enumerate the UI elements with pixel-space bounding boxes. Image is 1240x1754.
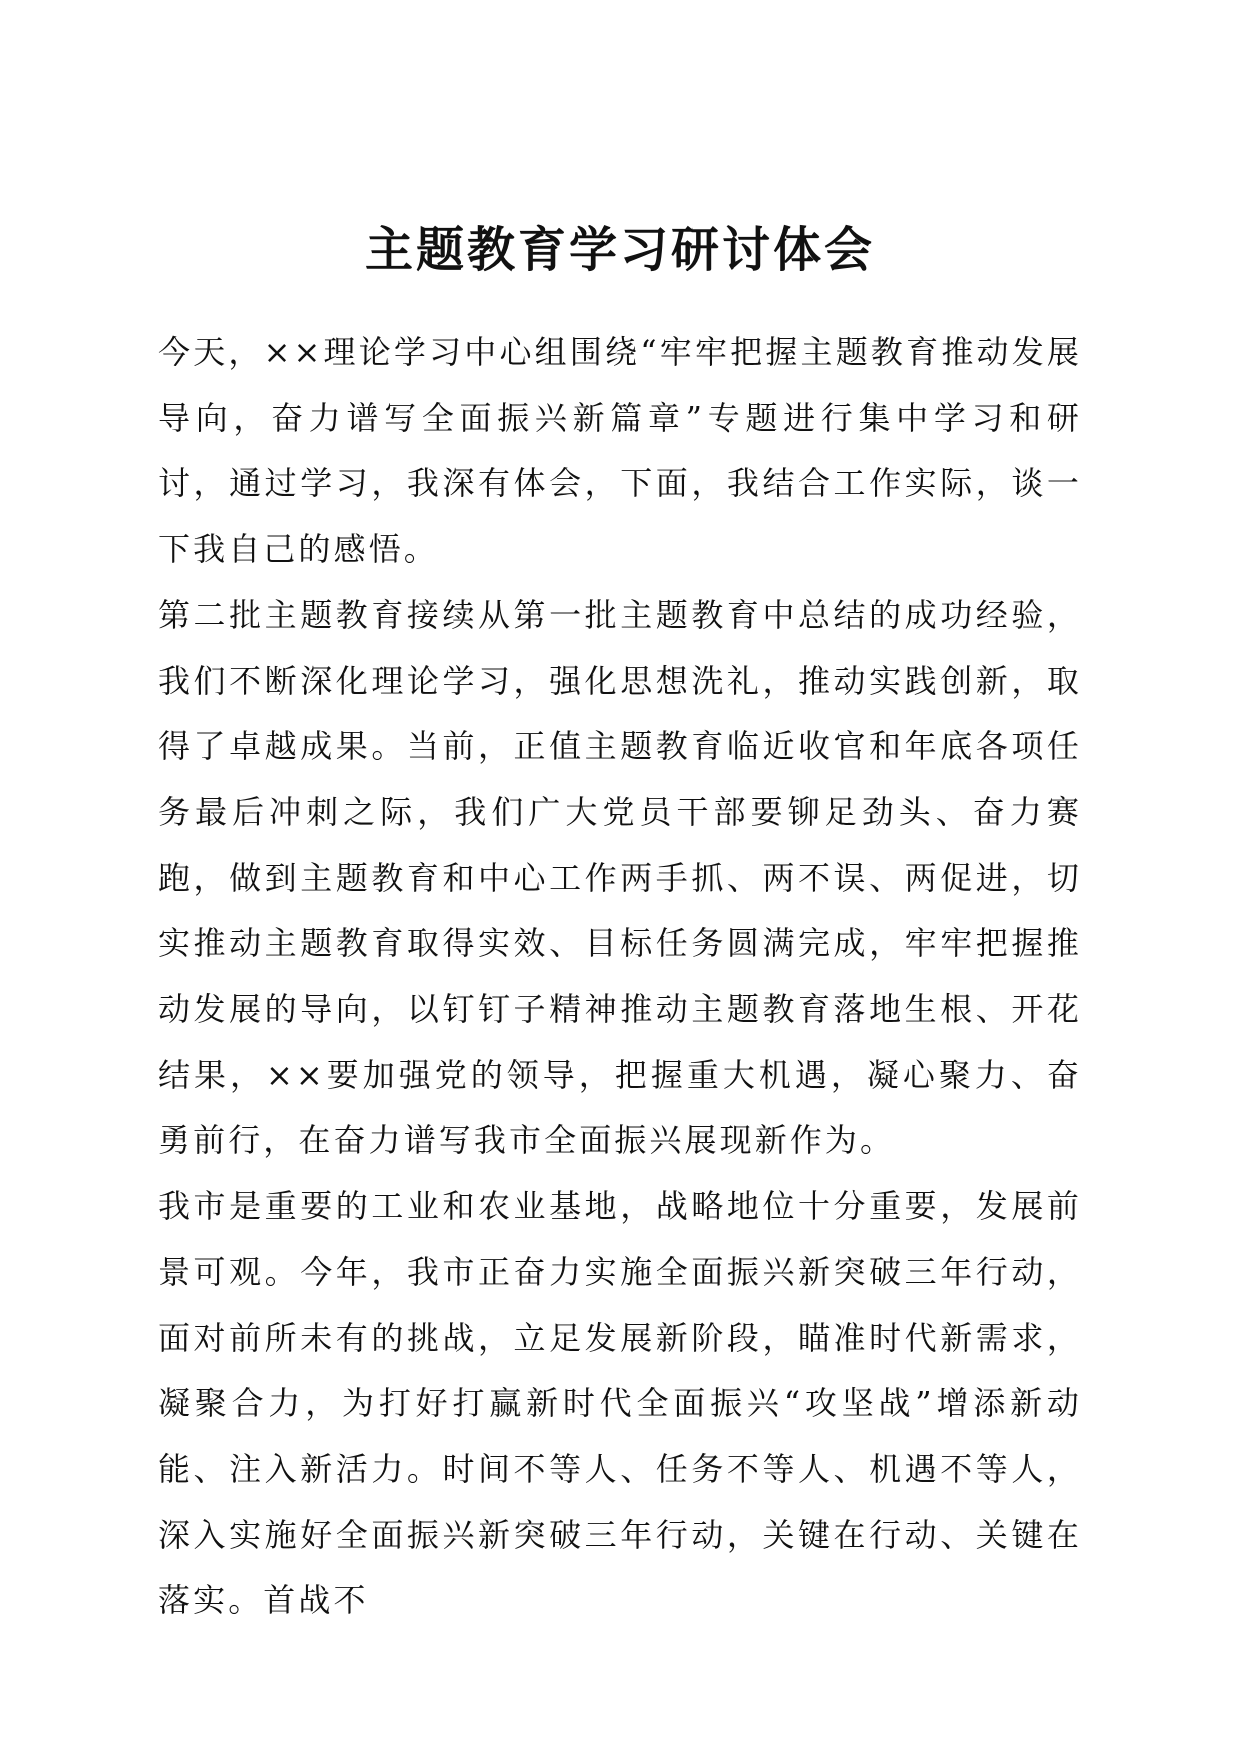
document-title: 主题教育学习研讨体会 — [364, 222, 875, 278]
paragraph-3: 我市是重要的工业和农业基地，战略地位十分重要，发展前景可观。今年，我市正奋力实施全面振兴新突破三年行动，面对前所未有的挑战，立足发展新阶段，瞄准时代新需求，凝聚合力，为打好打赢新时代全面振兴“攻坚战”增添新动能、注入新活力。时间不等人、任务不等人、机遇不等人，深入实施好全面振兴新突破三年行动，关键在行动、关键在落实。首战不 — [158, 1187, 1082, 1620]
paragraph-1: 今天，××理论学习中心组围绕“牢牢把握主题教育推动发展导向，奋力谱写全面振兴新篇章”专题进行集中学习和研讨，通过学习，我深有体会，下面，我结合工作实际，谈一下我自己的感悟。 — [158, 333, 1082, 569]
paragraph-2: 第二批主题教育接续从第一批主题教育中总结的成功经验，我们不断深化理论学习，强化思想洗礼，推动实践创新，取得了卓越成果。当前，正值主题教育临近收官和年底各项任务最后冲刺之际，我们广大党员干部要铆足劲头、奋力赛跑，做到主题教育和中心工作两手抓、两不误、两促进，切实推动主题教育取得实效、目标任务圆满完成，牢牢把握推动发展的导向，以钉钉子精神推动主题教育落地生根、开花结果，××要加强党的领导，把握重大机遇，凝心聚力、奋勇前行，在奋力谱写我市全面振兴展现新作为。 — [158, 595, 1082, 1160]
document-body — [158, 320, 1082, 1634]
